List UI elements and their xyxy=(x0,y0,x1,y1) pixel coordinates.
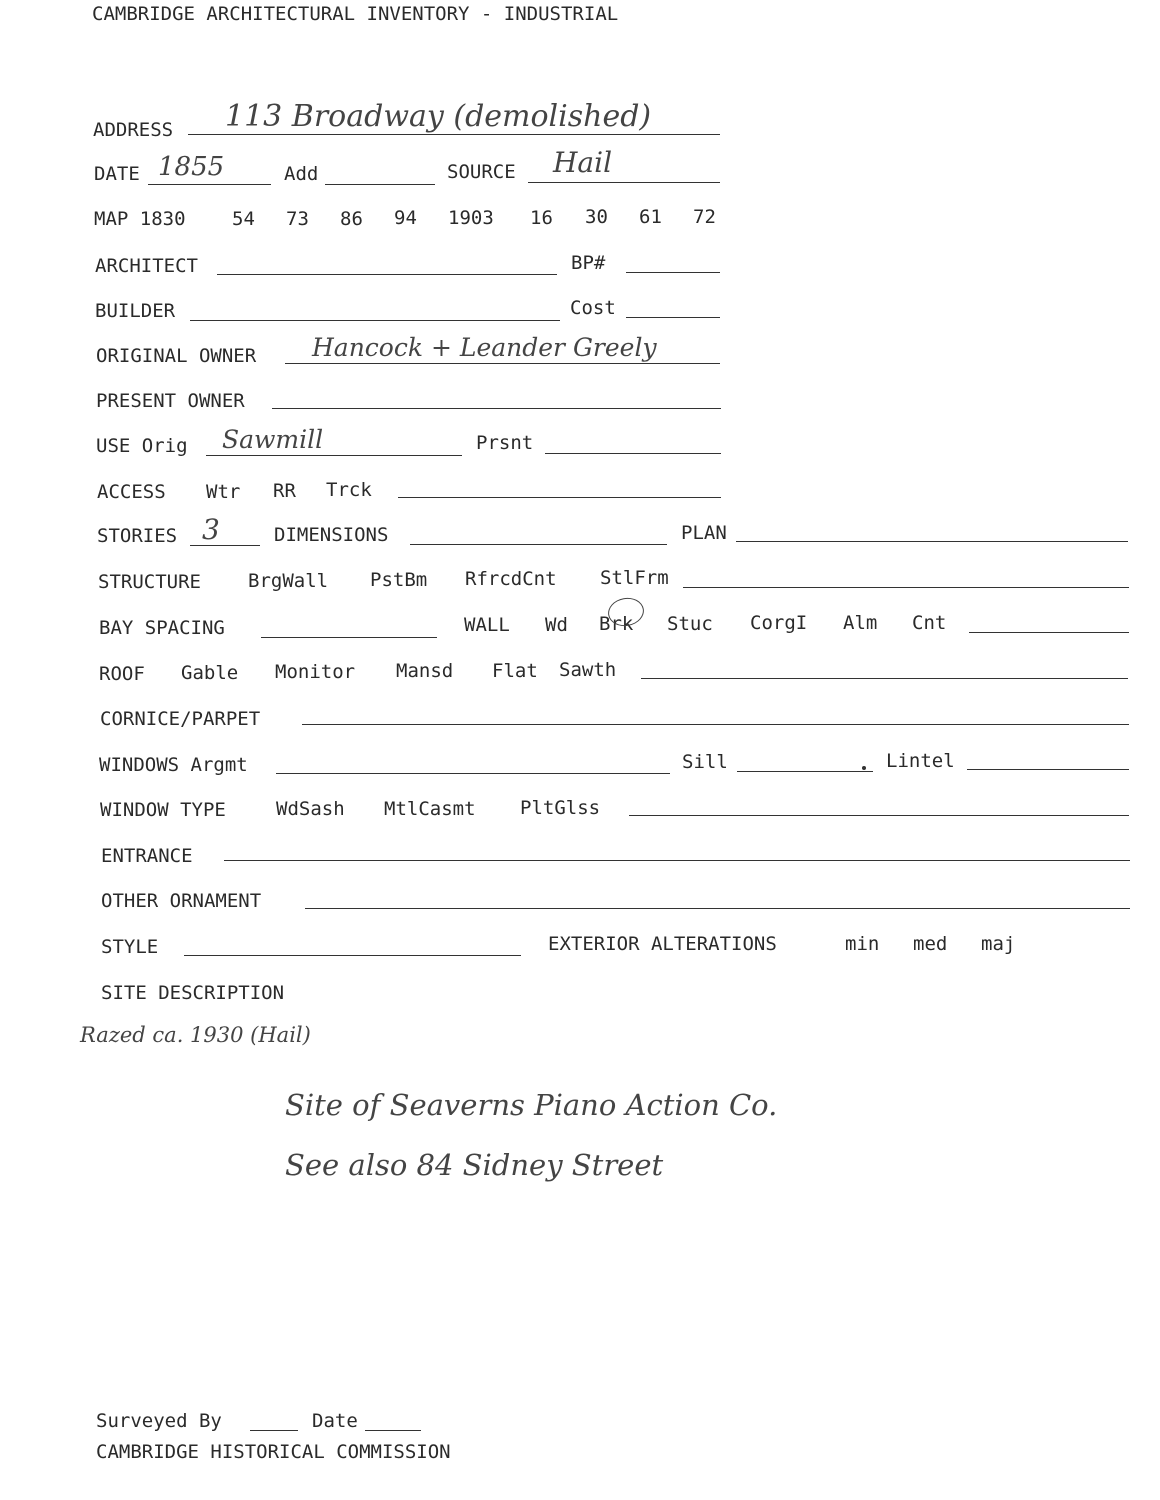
original-owner-line xyxy=(285,363,720,364)
sill-line xyxy=(737,771,873,772)
alterations-option-maj[interactable]: maj xyxy=(981,933,1016,955)
roof-option-flat[interactable]: Flat xyxy=(492,660,538,682)
bp-line xyxy=(626,272,720,273)
source-line xyxy=(528,182,720,183)
map-year-16: 16 xyxy=(530,207,553,229)
add-label: Add xyxy=(284,163,319,185)
use-orig-value[interactable]: Sawmill xyxy=(222,425,324,454)
structure-option-pstbm[interactable]: PstBm xyxy=(370,569,428,591)
alterations-option-min[interactable]: min xyxy=(845,933,880,955)
date-label: DATE xyxy=(94,163,140,185)
map-year-1830: MAP 1830 xyxy=(94,208,186,230)
map-year-30: 30 xyxy=(585,206,608,228)
map-year-54: 54 xyxy=(232,208,255,230)
use-present-label: Prsnt xyxy=(476,432,534,454)
form-header: CAMBRIDGE ARCHITECTURAL INVENTORY - INDUSTRIAL xyxy=(92,3,619,25)
surveyed-by-label: Surveyed By xyxy=(96,1410,222,1432)
dimensions-label: DIMENSIONS xyxy=(274,524,389,546)
roof-label: ROOF xyxy=(99,663,145,685)
stories-label: STORIES xyxy=(97,525,178,547)
present-owner-label: PRESENT OWNER xyxy=(96,390,245,412)
other-ornament-label: OTHER ORNAMENT xyxy=(101,890,262,912)
lintel-label: Lintel xyxy=(886,750,955,772)
wall-label: WALL xyxy=(464,614,510,636)
structure-option-stlfrm[interactable]: StlFrm xyxy=(600,567,669,589)
bp-label: BP# xyxy=(571,252,606,274)
use-present-line xyxy=(545,453,721,454)
map-year-86: 86 xyxy=(340,208,363,230)
cost-label: Cost xyxy=(570,297,616,319)
access-option-rr[interactable]: RR xyxy=(273,480,296,502)
cornice-label: CORNICE/PARPET xyxy=(100,708,261,730)
address-label: ADDRESS xyxy=(93,119,174,141)
window-type-option-pltglss[interactable]: PltGlss xyxy=(520,797,601,819)
window-type-line xyxy=(629,815,1129,816)
roof-option-monitor[interactable]: Monitor xyxy=(275,661,356,683)
bay-spacing-line xyxy=(261,637,437,638)
architect-label: ARCHITECT xyxy=(95,255,198,277)
alterations-option-med[interactable]: med xyxy=(913,933,948,955)
other-ornament-line xyxy=(305,908,1130,909)
structure-label: STRUCTURE xyxy=(98,571,201,593)
site-description-label: SITE DESCRIPTION xyxy=(101,982,285,1004)
entrance-label: ENTRANCE xyxy=(101,845,193,867)
map-year-94: 94 xyxy=(394,207,417,229)
window-type-label: WINDOW TYPE xyxy=(100,799,226,821)
sill-mark xyxy=(862,766,866,770)
plan-label: PLAN xyxy=(681,522,727,544)
access-option-wtr[interactable]: Wtr xyxy=(206,481,241,503)
survey-date-line xyxy=(365,1430,421,1431)
stories-value[interactable]: 3 xyxy=(202,513,220,546)
style-label: STYLE xyxy=(101,936,159,958)
original-owner-value[interactable]: Hancock + Leander Greely xyxy=(312,333,657,362)
access-line xyxy=(398,497,721,498)
sill-label: Sill xyxy=(682,751,728,773)
bay-spacing-label: BAY SPACING xyxy=(99,617,225,639)
builder-line xyxy=(190,320,560,321)
date-value[interactable]: 1855 xyxy=(158,152,225,182)
add-line xyxy=(325,184,435,185)
style-line xyxy=(184,955,521,956)
structure-line xyxy=(683,587,1129,588)
window-type-option-wdsash[interactable]: WdSash xyxy=(276,798,345,820)
architect-line xyxy=(217,274,557,275)
lintel-line xyxy=(967,769,1129,770)
address-value[interactable]: 113 Broadway (demolished) xyxy=(225,99,652,134)
dimensions-line xyxy=(410,544,667,545)
wall-option-brk[interactable]: Brk xyxy=(599,613,634,635)
wall-option-alm[interactable]: Alm xyxy=(843,612,878,634)
roof-line xyxy=(641,678,1128,679)
stories-line xyxy=(190,545,260,546)
source-label: SOURCE xyxy=(447,161,516,183)
structure-option-brgwall[interactable]: BrgWall xyxy=(248,570,329,592)
wall-line xyxy=(969,632,1129,633)
exterior-alterations-label: EXTERIOR ALTERATIONS xyxy=(548,933,777,955)
address-line xyxy=(188,134,720,135)
survey-date-label: Date xyxy=(312,1410,358,1432)
commission-label: CAMBRIDGE HISTORICAL COMMISSION xyxy=(96,1441,451,1463)
cost-line xyxy=(626,317,720,318)
map-year-72: 72 xyxy=(693,206,716,228)
date-line xyxy=(148,184,271,185)
access-option-trck[interactable]: Trck xyxy=(326,479,372,501)
map-year-73: 73 xyxy=(286,208,309,230)
use-orig-label: USE Orig xyxy=(96,435,188,457)
roof-option-mansd[interactable]: Mansd xyxy=(396,660,454,682)
wall-option-stuc[interactable]: Stuc xyxy=(667,613,713,635)
wall-option-cnt[interactable]: Cnt xyxy=(912,612,947,634)
surveyed-by-line xyxy=(250,1430,298,1431)
see-also-note: See also 84 Sidney Street xyxy=(285,1148,664,1182)
access-label: ACCESS xyxy=(97,481,166,503)
structure-option-rfrcdcnt[interactable]: RfrcdCnt xyxy=(465,568,557,590)
wall-option-corgi[interactable]: CorgI xyxy=(750,612,808,634)
cornice-line xyxy=(302,724,1129,725)
source-value[interactable]: Hail xyxy=(553,146,613,179)
wall-option-wd[interactable]: Wd xyxy=(545,614,568,636)
present-owner-line xyxy=(272,408,721,409)
window-type-option-mtlcasmt[interactable]: MtlCasmt xyxy=(384,798,476,820)
original-owner-label: ORIGINAL OWNER xyxy=(96,345,257,367)
razed-note: Razed ca. 1930 (Hail) xyxy=(80,1023,311,1047)
plan-line xyxy=(736,541,1128,542)
roof-option-gable[interactable]: Gable xyxy=(181,662,239,684)
map-year-61: 61 xyxy=(639,206,662,228)
entrance-line xyxy=(224,860,1130,861)
windows-line xyxy=(276,773,670,774)
site-note: Site of Seaverns Piano Action Co. xyxy=(285,1088,778,1122)
windows-label: WINDOWS Argmt xyxy=(99,754,248,776)
builder-label: BUILDER xyxy=(95,300,176,322)
map-year-1903: 1903 xyxy=(448,207,494,229)
use-orig-line xyxy=(206,455,462,456)
roof-option-sawth[interactable]: Sawth xyxy=(559,659,617,681)
